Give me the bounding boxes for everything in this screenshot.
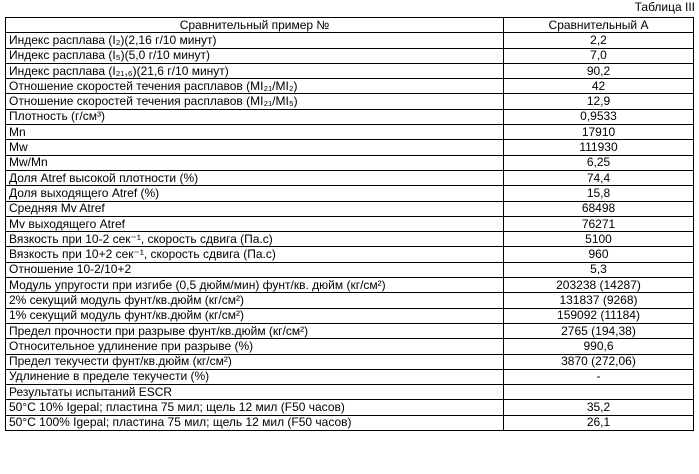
row-label: Удлинение в пределе текучести (%) — [6, 369, 504, 384]
row-label: Mn — [6, 125, 504, 140]
row-label: 50°C 10% Igepal; пластина 75 мил; щель 12 мил (F50 часов) — [6, 400, 504, 415]
row-value: 5,3 — [504, 262, 694, 277]
table-row — [6, 415, 694, 430]
table-row — [6, 293, 694, 308]
row-value: 111930 — [504, 140, 694, 155]
row-value: 42 — [504, 79, 694, 94]
row-value: - — [504, 369, 694, 384]
row-label: Предел прочности при разрыве фунт/кв.дюйм (кг/см²) — [6, 323, 504, 338]
row-value: 12,9 — [504, 94, 694, 109]
row-value: 15,8 — [504, 186, 694, 201]
row-value: 131837 (9268) — [504, 293, 694, 308]
row-value: 159092 (11184) — [504, 308, 694, 323]
table-row — [6, 48, 694, 63]
row-label: Отношение скоростей течения расплавов (MI₂₁/MI₅) — [6, 94, 504, 109]
table-row — [6, 278, 694, 293]
table-row — [6, 155, 694, 170]
table-row — [6, 33, 694, 48]
row-label: Предел текучести фунт/кв.дюйм (кг/см²) — [6, 354, 504, 369]
row-value — [504, 385, 694, 400]
row-label: Модуль упругости при изгибе (0,5 дюйм/мин) фунт/кв. дюйм (кг/см²) — [6, 278, 504, 293]
row-value: 0,9533 — [504, 109, 694, 124]
table-row — [6, 232, 694, 247]
table-header-row — [6, 18, 694, 33]
row-value: 7,0 — [504, 48, 694, 63]
row-label: Вязкость при 10-2 сек⁻¹, скорость сдвига (Па.с) — [6, 232, 504, 247]
row-label: Индекс расплава (I₅)(5,0 г/10 минут) — [6, 48, 504, 63]
row-value: 2,2 — [504, 33, 694, 48]
row-label: 2% секущий модуль фунт/кв.дюйм (кг/см²) — [6, 293, 504, 308]
table-row — [6, 140, 694, 155]
row-label: Индекс расплава (I₂₁,₆)(21,6 г/10 минут) — [6, 63, 504, 78]
header-col-example: Сравнительный пример № — [6, 18, 504, 33]
table-row — [6, 79, 694, 94]
table-row — [6, 262, 694, 277]
row-value: 203238 (14287) — [504, 278, 694, 293]
row-value: 3870 (272,06) — [504, 354, 694, 369]
table-row — [6, 247, 694, 262]
row-label: Доля Atref высокой плотности (%) — [6, 170, 504, 185]
row-label: Mw — [6, 140, 504, 155]
row-label: Отношение скоростей течения расплавов (MI₂₁/MI₂) — [6, 79, 504, 94]
row-label: 1% секущий модуль фунт/кв.дюйм (кг/см²) — [6, 308, 504, 323]
row-value: 5100 — [504, 232, 694, 247]
table-caption: Таблица III — [634, 0, 695, 14]
table-row — [6, 94, 694, 109]
table-row — [6, 109, 694, 124]
table-row — [6, 201, 694, 216]
table-row — [6, 125, 694, 140]
row-value: 990,6 — [504, 339, 694, 354]
row-value: 960 — [504, 247, 694, 262]
row-value: 76271 — [504, 216, 694, 231]
table-row — [6, 339, 694, 354]
row-value: 2765 (194,38) — [504, 323, 694, 338]
row-value: 17910 — [504, 125, 694, 140]
row-label: Индекс расплава (I₂)(2,16 г/10 минут) — [6, 33, 504, 48]
row-label: Результаты испытаний ESCR — [6, 385, 504, 400]
comparison-table — [5, 17, 694, 431]
table-row — [6, 369, 694, 384]
row-value: 90,2 — [504, 63, 694, 78]
row-label: Плотность (г/см³) — [6, 109, 504, 124]
table-row — [6, 323, 694, 338]
row-label: 50°C 100% Igepal; пластина 75 мил; щель 12 мил (F50 часов) — [6, 415, 504, 430]
row-value: 35,2 — [504, 400, 694, 415]
table-row — [6, 308, 694, 323]
row-label: Относительное удлинение при разрыве (%) — [6, 339, 504, 354]
table-row — [6, 354, 694, 369]
row-value: 68498 — [504, 201, 694, 216]
row-label: Вязкость при 10+2 сек⁻¹, скорость сдвига (Па.с) — [6, 247, 504, 262]
table-row — [6, 170, 694, 185]
row-label: Mw/Mn — [6, 155, 504, 170]
row-value: 6,25 — [504, 155, 694, 170]
header-col-comparative: Сравнительный А — [504, 18, 694, 33]
row-label: Доля выходящего Atref (%) — [6, 186, 504, 201]
table-row — [6, 63, 694, 78]
table-row — [6, 385, 694, 400]
row-label: Отношение 10-2/10+2 — [6, 262, 504, 277]
row-label: Mv выходящего Atref — [6, 216, 504, 231]
row-label: Средняя Mv Atref — [6, 201, 504, 216]
table-row — [6, 400, 694, 415]
row-value: 74,4 — [504, 170, 694, 185]
row-value: 26,1 — [504, 415, 694, 430]
table-row — [6, 186, 694, 201]
table-row — [6, 216, 694, 231]
